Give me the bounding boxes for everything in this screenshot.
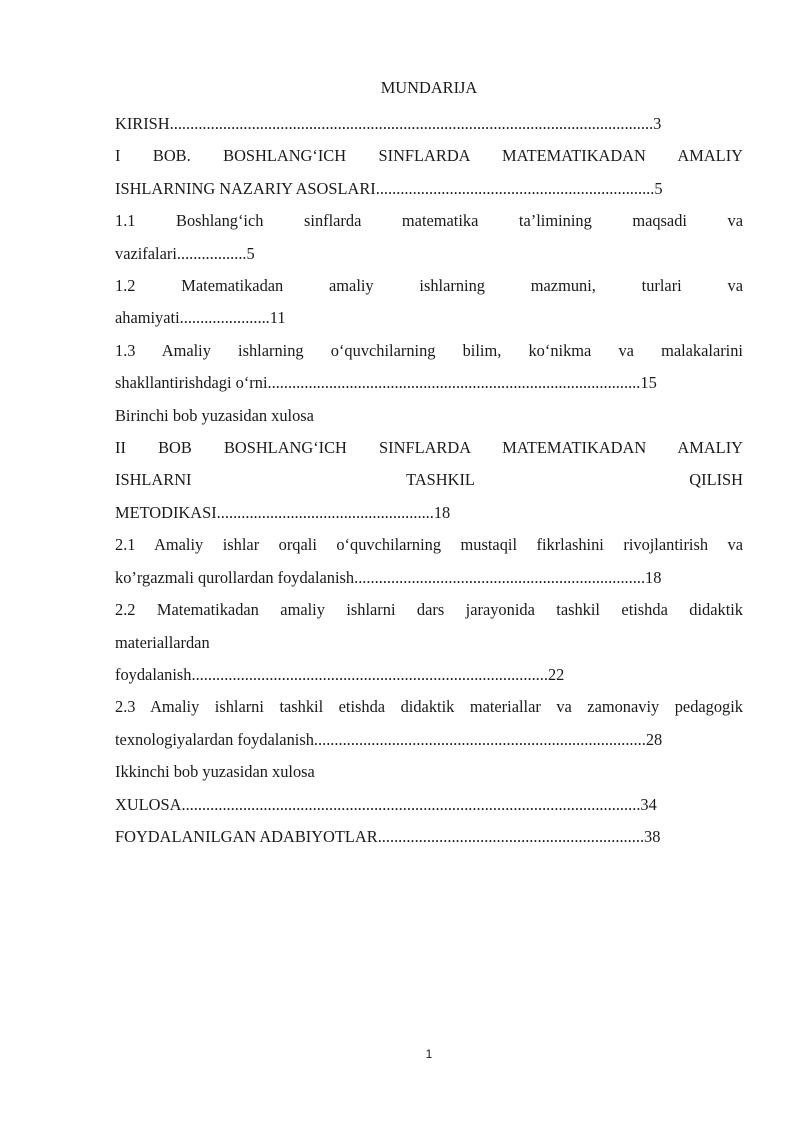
toc-entry-chapter-1-line-2: ISHLARNING NAZARIY ASOSLARI....................................................................5 — [115, 178, 663, 198]
toc-entry-2-3-line-1: 2.3 Amaliy ishlarni tashkil etishda didaktik materiallar va zamonaviy pedagogik — [115, 697, 743, 717]
toc-entry-2-3-line-2: texnologiyalardan foydalanish.................................................................................28 — [115, 729, 663, 749]
toc-entry-1-2-line-1: 1.2 Matematikadan amaliy ishlarning mazmuni, turlari va — [115, 276, 743, 296]
table-of-contents — [115, 76, 743, 853]
toc-entry-2-2-line-1: 2.2 Matematikadan amaliy ishlarni dars jarayonida tashkil etishda didaktik — [115, 600, 743, 620]
toc-entry-chapter-2-line-3: METODIKASI.....................................................18 — [115, 502, 451, 522]
toc-entry-2-1-line-1: 2.1 Amaliy ishlar orqali o‘quvchilarning mustaqil fikrlashini rivojlantirish va — [115, 535, 743, 555]
toc-entry-chapter-1-summary: Birinchi bob yuzasidan xulosa — [115, 405, 314, 425]
toc-entry-chapter-2-line-2: ISHLARNI TASHKIL QILISH — [115, 470, 743, 490]
toc-entry-xulosa: XULOSA................................................................................................................34 — [115, 794, 657, 814]
toc-entry-chapter-2-line-1: II BOB BOSHLANG‘ICH SINFLARDA MATEMATIKADAN AMALIY — [115, 438, 743, 458]
toc-entry-1-1-line-1: 1.1 Boshlang‘ich sinflarda matematika ta’limining maqsadi va — [115, 211, 743, 231]
toc-entry-chapter-1-line-1: I BOB. BOSHLANG‘ICH SINFLARDA MATEMATIKADAN AMALIY — [115, 146, 743, 166]
toc-entry-1-3-line-1: 1.3 Amaliy ishlarning o‘quvchilarning bilim, ko‘nikma va malakalarini — [115, 340, 743, 360]
toc-entry-2-2-line-2: materiallardan — [115, 632, 210, 652]
toc-entry-bibliography: FOYDALANILGAN ADABIYOTLAR.................................................................38 — [115, 826, 661, 846]
toc-entry-2-1-line-2: ko’rgazmali qurollardan foydalanish.......................................................................18 — [115, 567, 662, 587]
toc-entry-2-2-line-3: foydalanish.......................................................................................22 — [115, 664, 565, 684]
toc-entry-kirish: KIRISH......................................................................................................................3 — [115, 114, 662, 133]
page-title: MUNDARIJA — [380, 78, 478, 97]
page-number: 1 — [425, 1047, 433, 1061]
toc-entry-chapter-2-summary: Ikkinchi bob yuzasidan xulosa — [115, 762, 315, 782]
toc-entry-1-2-line-2: ahamiyati......................11 — [115, 308, 286, 328]
toc-entry-1-1-line-2: vazifalari.................5 — [115, 243, 255, 263]
toc-entry-1-3-line-2: shakllantirishdagi o‘rni...........................................................................................15 — [115, 373, 657, 393]
